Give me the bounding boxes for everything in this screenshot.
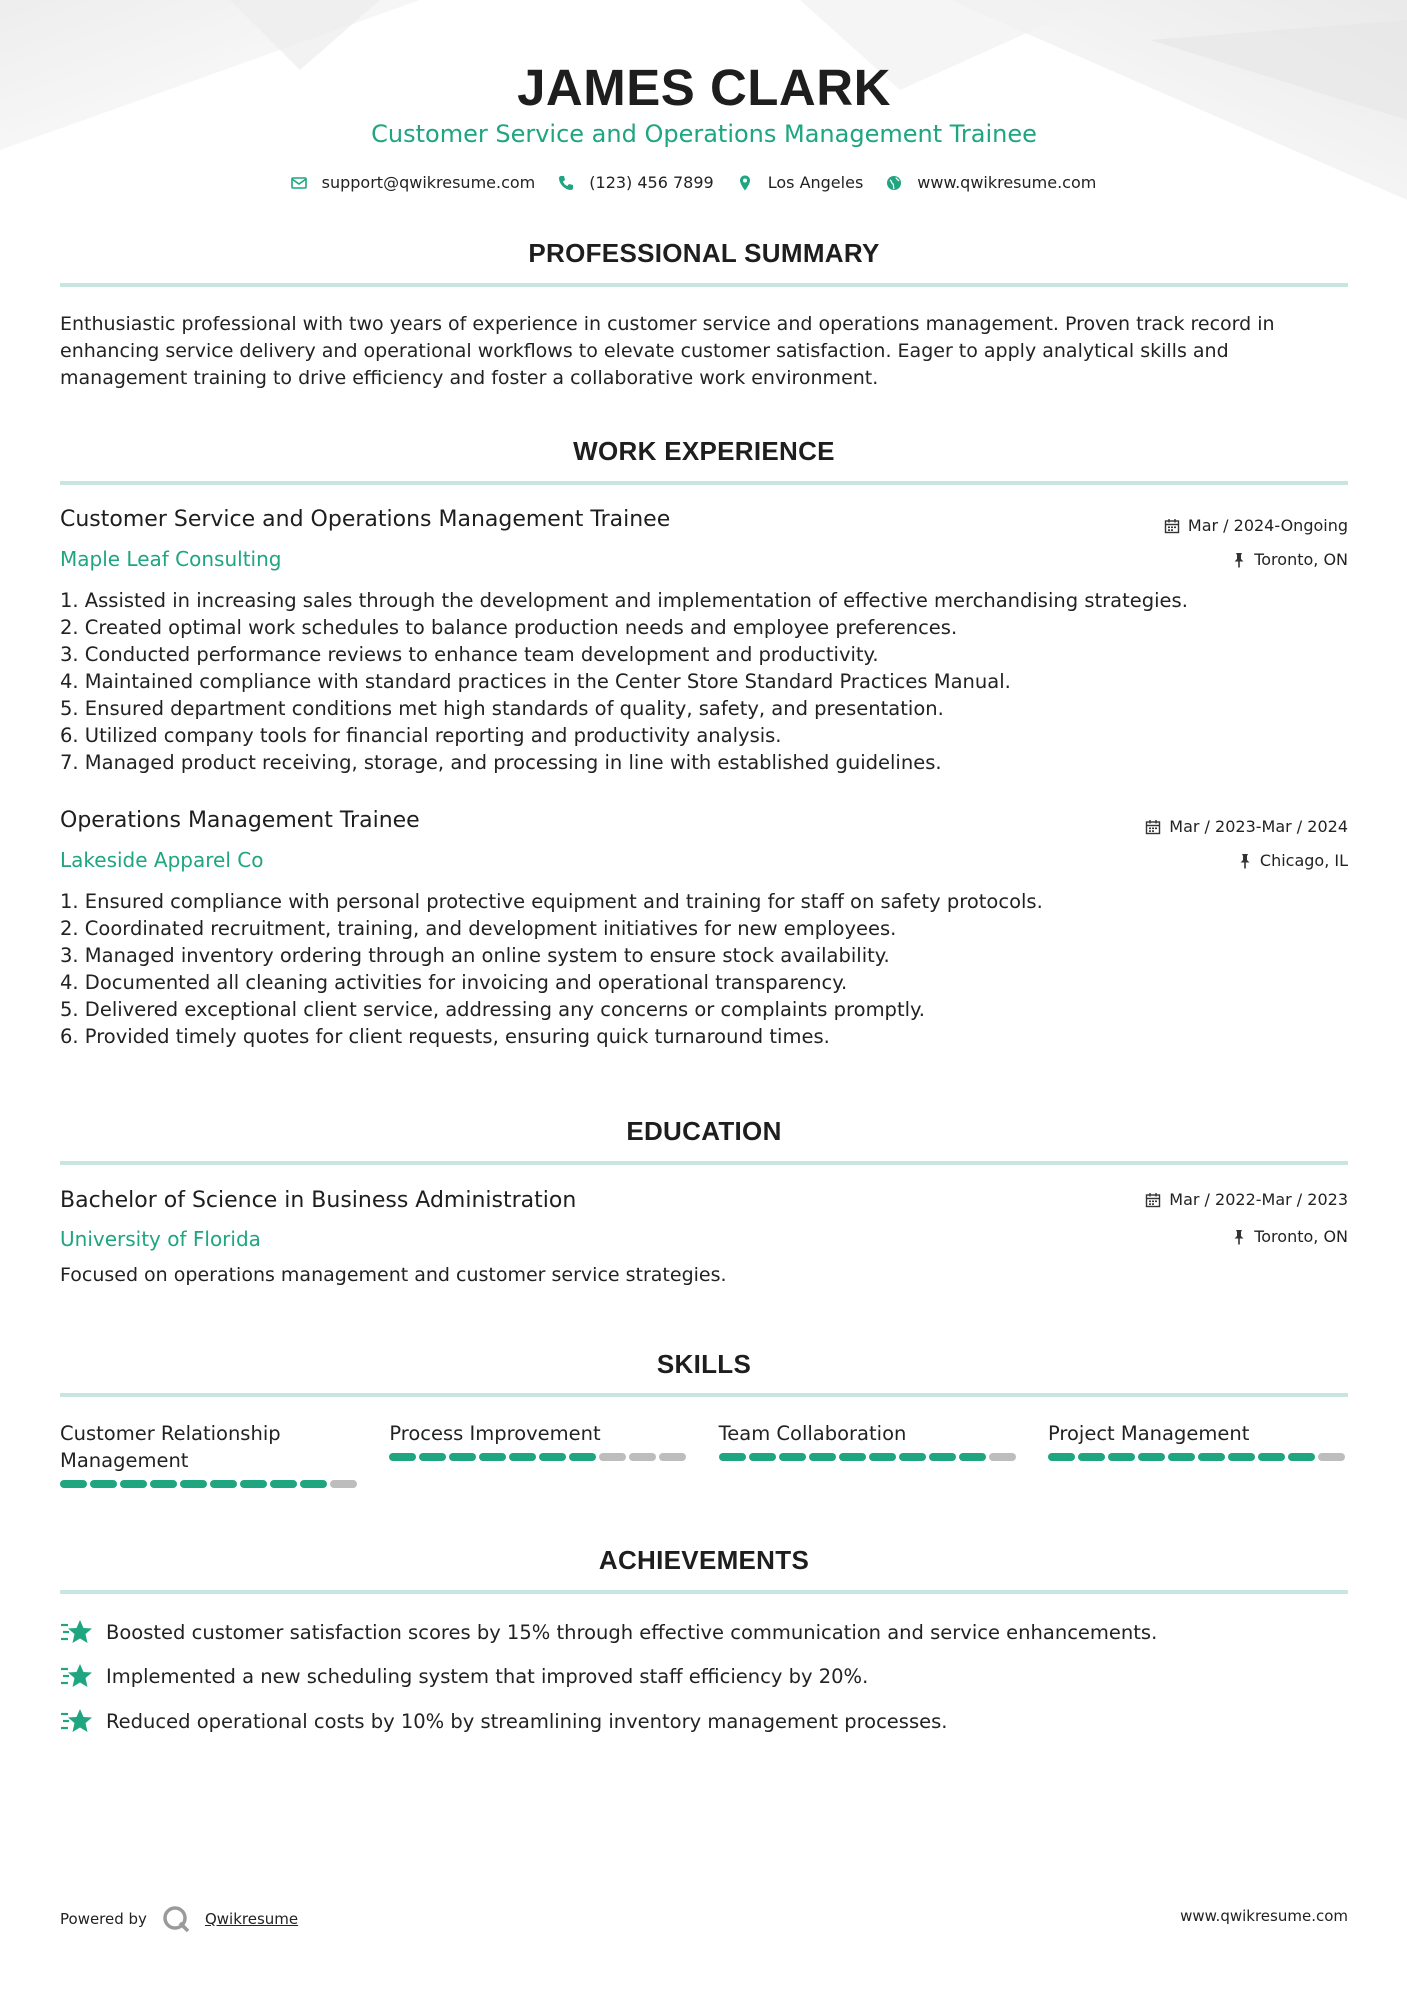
skill-label: Project Management bbox=[1047, 1422, 1250, 1445]
skill-segment-filled bbox=[539, 1453, 566, 1461]
contact-location bbox=[736, 173, 864, 192]
pushpin-icon bbox=[1238, 853, 1252, 869]
star-icon bbox=[60, 1662, 92, 1690]
skill-segment-filled bbox=[90, 1480, 117, 1488]
skill-meter bbox=[1048, 1453, 1348, 1461]
phone-text: (123) 456 7899 bbox=[589, 173, 714, 192]
summary-text: Enthusiastic professional with two years of experience in customer service and operations management. Proven track record in enhancing service delivery and operational workflows to elevate customer satisfaction. Eager to apply analytical skills and management training to drive efficiency and foster a collaborative work environment. bbox=[60, 313, 1275, 389]
skill-segment-empty bbox=[1318, 1453, 1345, 1461]
skill-segment-filled bbox=[869, 1453, 896, 1461]
skill-segment-filled bbox=[1048, 1453, 1075, 1461]
skill-meter bbox=[60, 1480, 360, 1488]
skill-segment-filled bbox=[779, 1453, 806, 1461]
skill-item bbox=[389, 1420, 689, 1488]
calendar-icon bbox=[1145, 1192, 1161, 1208]
list-item: 5. Delivered exceptional client service, addressing any concerns or complaints promptly. bbox=[60, 998, 925, 1021]
skill-segment-filled bbox=[419, 1453, 446, 1461]
email-text: support@qwikresume.com bbox=[321, 173, 536, 192]
skill-segment-filled bbox=[839, 1453, 866, 1461]
education-dates-text: Mar / 2022-Mar / 2023 bbox=[1169, 1190, 1348, 1209]
skill-segment-filled bbox=[1078, 1453, 1105, 1461]
summary-divider bbox=[60, 283, 1348, 287]
skill-segment-filled bbox=[719, 1453, 746, 1461]
skill-segment-filled bbox=[749, 1453, 776, 1461]
education-school: University of Florida bbox=[60, 1227, 261, 1251]
skill-segment-empty bbox=[659, 1453, 686, 1461]
list-item: 2. Created optimal work schedules to balance production needs and employee preferences. bbox=[60, 616, 958, 639]
website-text: www.qwikresume.com bbox=[917, 173, 1097, 192]
skill-label: Team Collaboration bbox=[718, 1422, 907, 1445]
job-dates bbox=[1145, 817, 1348, 836]
skill-segment-filled bbox=[150, 1480, 177, 1488]
skill-segment-empty bbox=[599, 1453, 626, 1461]
list-item: 2. Coordinated recruitment, training, and development initiatives for new employees. bbox=[60, 917, 897, 940]
footer-powered-by bbox=[60, 1904, 298, 1934]
star-icon bbox=[60, 1707, 92, 1735]
skill-segment-filled bbox=[1108, 1453, 1135, 1461]
list-item: 1. Assisted in increasing sales through the development and implementation of effective merchandising strategies. bbox=[60, 589, 1188, 612]
skill-segment-filled bbox=[389, 1453, 416, 1461]
job-title: Operations Management Trainee bbox=[60, 808, 420, 833]
skill-segment-filled bbox=[120, 1480, 147, 1488]
skill-segment-filled bbox=[509, 1453, 536, 1461]
calendar-icon bbox=[1145, 819, 1161, 835]
skill-segment-empty bbox=[330, 1480, 357, 1488]
list-item: 3. Conducted performance reviews to enhance team development and productivity. bbox=[60, 643, 879, 666]
globe-icon bbox=[885, 174, 903, 192]
achievements-divider bbox=[60, 1590, 1348, 1594]
education-dates bbox=[1145, 1190, 1348, 1209]
skill-item bbox=[60, 1420, 360, 1488]
skills-divider bbox=[60, 1393, 1348, 1397]
skill-segment-filled bbox=[959, 1453, 986, 1461]
skills-heading: SKILLS bbox=[656, 1349, 752, 1379]
education-description: Focused on operations management and customer service strategies. bbox=[60, 1264, 727, 1286]
skill-segment-filled bbox=[479, 1453, 506, 1461]
job-location-text: Toronto, ON bbox=[1254, 550, 1348, 569]
contact-phone[interactable] bbox=[557, 173, 713, 192]
experience-divider bbox=[60, 481, 1348, 485]
skill-segment-empty bbox=[989, 1453, 1016, 1461]
job-location bbox=[1232, 550, 1348, 569]
achievement-text: Reduced operational costs by 10% by streamlining inventory management processes. bbox=[106, 1709, 948, 1733]
list-item: 7. Managed product receiving, storage, and processing in line with established guidelines. bbox=[60, 751, 942, 774]
education-location-text: Toronto, ON bbox=[1254, 1227, 1348, 1246]
skill-segment-filled bbox=[899, 1453, 926, 1461]
job-title: Customer Service and Operations Management Trainee bbox=[60, 507, 671, 532]
skill-segment-filled bbox=[1168, 1453, 1195, 1461]
skill-segment-filled bbox=[300, 1480, 327, 1488]
envelope-icon bbox=[290, 174, 308, 192]
job-location-text: Chicago, IL bbox=[1259, 851, 1348, 870]
job-dates bbox=[1164, 516, 1348, 535]
education-location bbox=[1232, 1227, 1348, 1246]
skill-segment-filled bbox=[60, 1480, 87, 1488]
skill-segment-filled bbox=[240, 1480, 267, 1488]
skill-label: Customer Relationship Management bbox=[60, 1422, 281, 1472]
powered-by-label: Powered by bbox=[60, 1910, 147, 1928]
contact-website[interactable] bbox=[885, 173, 1096, 192]
education-degree: Bachelor of Science in Business Administration bbox=[60, 1188, 577, 1213]
skill-segment-filled bbox=[809, 1453, 836, 1461]
pushpin-icon bbox=[1232, 552, 1246, 568]
skill-item bbox=[719, 1420, 1019, 1488]
summary-heading: PROFESSIONAL SUMMARY bbox=[528, 238, 880, 268]
skill-segment-filled bbox=[210, 1480, 237, 1488]
candidate-name: JAMES CLARK bbox=[517, 59, 891, 116]
list-item: 4. Maintained compliance with standard practices in the Center Store Standard Practices Manual. bbox=[60, 670, 1011, 693]
achievement-item bbox=[60, 1662, 1348, 1690]
education-divider bbox=[60, 1161, 1348, 1165]
contact-email[interactable] bbox=[290, 173, 536, 192]
skill-segment-filled bbox=[1258, 1453, 1285, 1461]
skill-segment-filled bbox=[1198, 1453, 1225, 1461]
skill-segment-empty bbox=[629, 1453, 656, 1461]
achievement-text: Implemented a new scheduling system that improved staff efficiency by 20%. bbox=[106, 1664, 869, 1688]
list-item: 1. Ensured compliance with personal protective equipment and training for staff on safety protocols. bbox=[60, 890, 1043, 913]
phone-icon bbox=[557, 174, 575, 192]
job-bullets bbox=[60, 587, 1348, 776]
list-item: 3. Managed inventory ordering through an online system to ensure stock availability. bbox=[60, 944, 890, 967]
candidate-title: Customer Service and Operations Management Trainee bbox=[371, 120, 1037, 148]
location-text: Los Angeles bbox=[767, 173, 864, 192]
job-dates-text: Mar / 2023-Mar / 2024 bbox=[1169, 817, 1348, 836]
education-heading: EDUCATION bbox=[626, 1116, 782, 1146]
achievement-item bbox=[60, 1618, 1348, 1646]
job-dates-text: Mar / 2024-Ongoing bbox=[1187, 516, 1348, 535]
skill-segment-filled bbox=[929, 1453, 956, 1461]
pushpin-icon bbox=[1232, 1229, 1246, 1245]
job-location bbox=[1238, 851, 1348, 870]
list-item: 5. Ensured department conditions met high standards of quality, safety, and presentation. bbox=[60, 697, 944, 720]
calendar-icon bbox=[1164, 518, 1180, 534]
skill-segment-filled bbox=[270, 1480, 297, 1488]
map-pin-icon bbox=[736, 174, 754, 192]
qwikresume-logo-icon bbox=[161, 1904, 191, 1934]
achievements-heading: ACHIEVEMENTS bbox=[598, 1545, 810, 1575]
skill-segment-filled bbox=[1138, 1453, 1165, 1461]
star-icon bbox=[60, 1618, 92, 1646]
skill-item bbox=[1048, 1420, 1348, 1488]
skill-segment-filled bbox=[569, 1453, 596, 1461]
skill-segment-filled bbox=[180, 1480, 207, 1488]
skills-grid bbox=[60, 1420, 1348, 1488]
skill-segment-filled bbox=[1288, 1453, 1315, 1461]
skill-meter bbox=[719, 1453, 1019, 1461]
brand-link[interactable]: Qwikresume bbox=[204, 1910, 299, 1928]
skill-label: Process Improvement bbox=[389, 1422, 601, 1445]
job-company: Lakeside Apparel Co bbox=[60, 848, 264, 872]
footer-website[interactable]: www.qwikresume.com bbox=[1180, 1907, 1348, 1925]
skill-meter bbox=[389, 1453, 689, 1461]
skill-segment-filled bbox=[1228, 1453, 1255, 1461]
list-item: 6. Provided timely quotes for client requests, ensuring quick turnaround times. bbox=[60, 1025, 830, 1048]
list-item: 4. Documented all cleaning activities for invoicing and operational transparency. bbox=[60, 971, 848, 994]
skill-segment-filled bbox=[449, 1453, 476, 1461]
achievement-item bbox=[60, 1707, 1348, 1735]
contact-bar bbox=[60, 173, 1348, 192]
job-company: Maple Leaf Consulting bbox=[60, 547, 282, 571]
list-item: 6. Utilized company tools for financial reporting and productivity analysis. bbox=[60, 724, 782, 747]
achievement-text: Boosted customer satisfaction scores by 15% through effective communication and service enhancements. bbox=[106, 1620, 1158, 1644]
job-bullets bbox=[60, 888, 1348, 1050]
experience-heading: WORK EXPERIENCE bbox=[573, 436, 835, 466]
